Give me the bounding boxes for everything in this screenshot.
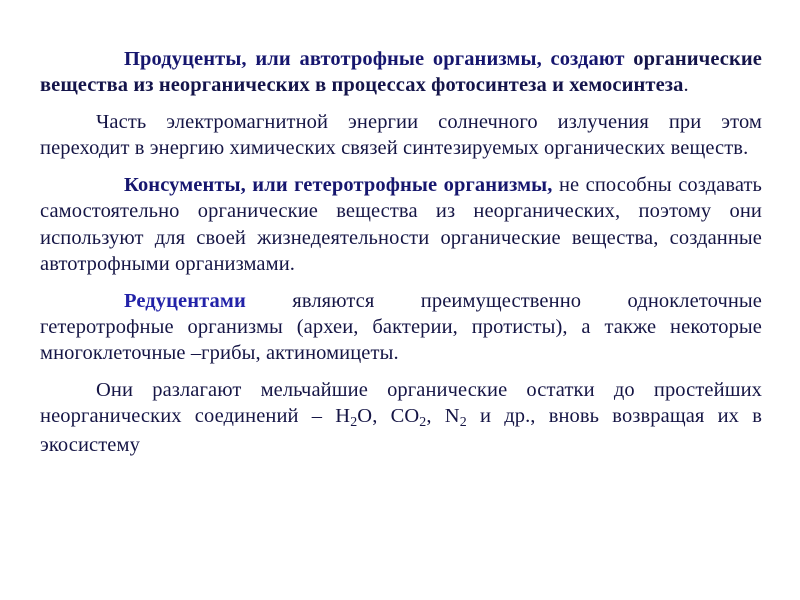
term-consumers: Консументы, или гетеротрофные организмы, xyxy=(124,173,553,196)
decomposition-text-mid-2: , N xyxy=(426,405,460,428)
formula-co2-subscript: 2 xyxy=(419,415,427,431)
formula-n2-subscript: 2 xyxy=(459,415,467,431)
paragraph-decomposition xyxy=(40,377,762,459)
decomposition-text-mid-1: O, CO xyxy=(357,405,420,428)
decomposition-text-after: и др., вновь возвращая их в экосистему xyxy=(40,405,762,457)
consumers-rest: не способны создавать самостоятельно органические вещества из неорганических, поэтому они используют для своей жизнедеятельности органические вещества, созданные автотрофными организмами. xyxy=(40,173,762,276)
paragraph-reducers xyxy=(40,288,762,367)
reducers-rest: являются преимущественно одноклеточные гетеротрофные организмы (археи, бактерии, протисты), а также некоторые многоклеточные –грибы, актиномицеты. xyxy=(40,289,762,365)
decomposition-text-before: Они разлагают мельчайшие органические остатки до простейших неорганических соединений – H xyxy=(40,378,762,428)
term-reducers: Редуцентами xyxy=(124,289,246,312)
paragraph-energy xyxy=(40,109,762,162)
term-producers: Продуценты, или автотрофные организмы, создают xyxy=(124,48,625,70)
energy-text: Часть электромагнитной энергии солнечного излучения при этом переходит в энергию химических связей синтезируемых органических веществ. xyxy=(40,110,762,160)
paragraph-consumers xyxy=(40,172,762,278)
producers-rest: . xyxy=(683,74,689,97)
paragraph-producers xyxy=(40,46,762,99)
formula-water-subscript: 2 xyxy=(350,415,358,431)
producers-bold-continuation: органические вещества из неорганических в процессах фотосинтеза и хемосинтеза xyxy=(40,48,762,97)
